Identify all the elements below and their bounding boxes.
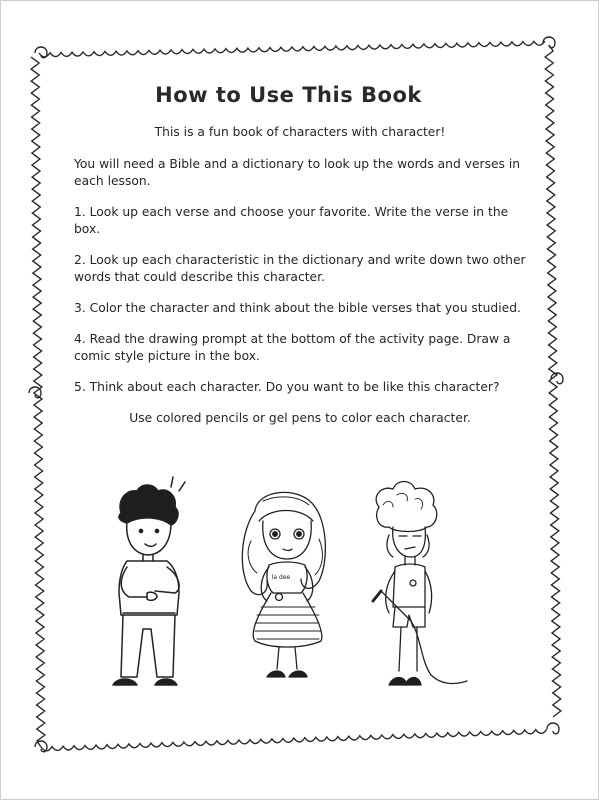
paragraph-materials: You will need a Bible and a dictionary to look up the words and verses in each lesson. — [74, 157, 521, 188]
step-4: 4. Read the drawing prompt at the bottom of the activity page. Draw a comic style picture in the box. — [74, 332, 511, 363]
boy-character — [113, 477, 185, 685]
step-5: 5. Think about each character. Do you want to be like this character? — [74, 380, 500, 394]
closing-line: Use colored pencils or gel pens to color each character. — [129, 411, 471, 425]
girl-shirt-text: la dee — [271, 574, 291, 581]
step-1: 1. Look up each verse and choose your favorite. Write the verse in the box. — [74, 205, 509, 236]
girl-character — [242, 492, 325, 677]
step-2: 2. Look up each characteristic in the dictionary and write down two other words that could describe this character. — [74, 253, 526, 284]
page-title: How to Use This Book — [155, 83, 422, 107]
character-illustrations — [1, 1, 599, 801]
step-3: 3. Color the character and think about the bible verses that you studied. — [74, 301, 521, 315]
tall-character — [373, 482, 467, 686]
intro-line: This is a fun book of characters with character! — [154, 125, 446, 139]
